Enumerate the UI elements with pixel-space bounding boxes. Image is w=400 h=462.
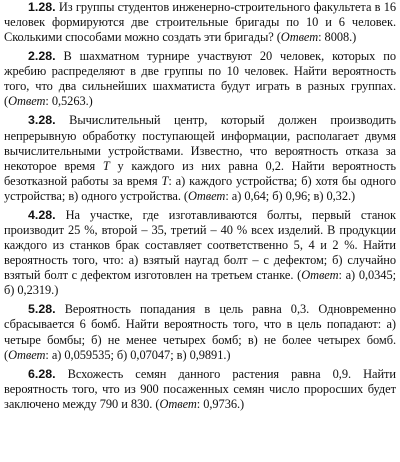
answer-value: : а) 0,059535; б) 0,07047; в) 0,9891.)	[45, 347, 231, 362]
problem-text-part-b: у каждого из них равна 0,2. Найти вероятность безотказной работы за время	[4, 158, 396, 188]
problem-1-28	[4, 0, 396, 45]
problem-3-28	[4, 113, 396, 204]
problem-text: В шахматном турнире участвуют 20 человек, которых по жребию распределяют в две группы по 10 человек. Найти вероятность того, что два сильнейших шахматиста будут играть в разных группах. (	[4, 49, 396, 109]
problem-number: 4.28.	[28, 207, 56, 222]
problem-5-28	[4, 302, 396, 362]
answer-label: Ответ	[8, 347, 46, 362]
problem-4-28	[4, 208, 396, 299]
variable-t: T	[102, 158, 110, 173]
answer-value: : а) 0,0345; б) 0,2319.)	[4, 268, 396, 298]
problem-number: 1.28.	[28, 0, 56, 14]
problem-number: 2.28.	[28, 49, 56, 64]
answer-value: : а) 0,64; б) 0,96; в) 0,32.)	[225, 188, 356, 203]
problem-2-28	[4, 49, 396, 109]
answer-label: Ответ	[280, 30, 319, 45]
problem-number: 5.28.	[28, 302, 56, 317]
problem-number: 6.28.	[28, 366, 56, 381]
answer-label: Ответ	[301, 268, 339, 283]
answer-label: Ответ	[8, 94, 46, 109]
problem-text-part-a: Вычислительный центр, который должен производить непрерывную обработку поступающей информации, располагает двумя вычислительными устройствами. Известно, что вероятность отказа за некоторое время	[4, 113, 396, 173]
problem-text: Вероятность попадания в цель равна 0,3. Одновременно сбрасывается 6 бомб. Найти вероятность того, что в цель попадают: а) четыре бомбы; б) не менее четырех бомб; в) не более четырех бомб. (	[4, 302, 396, 362]
variable-t: T	[161, 173, 169, 188]
answer-label: Ответ	[159, 396, 197, 411]
answer-value: : 0,9736.)	[196, 396, 245, 411]
problem-text: Всхожесть семян данного растения равна 0,9. Найти вероятность того, что из 900 посаженных семян число проросших будет заключено между 790 и 830. (	[4, 366, 396, 411]
answer-value: : 0,5263.)	[45, 94, 93, 109]
problem-text: На участке, где изготавливаются болты, первый станок производит 25 %, второй – 35, третий – 40 % всех изделий. В продукции каждого из станков брак составляет соответственно 5, 4 и 2 %. Найти вероятность того, что: а) взятый наугад болт – с дефектом; б) случайно взятый болт с дефектом изготовлен на третьем станке. (	[4, 207, 396, 283]
answer-value: : 8008.)	[318, 30, 357, 45]
problem-6-28	[4, 367, 396, 412]
problem-text: Из группы студентов инженерно-строительного факультета в 16 человек формируются две строительные бригады по 10 и 6 человек. Сколькими способами можно создать эти бригады? (	[4, 0, 396, 45]
answer-label: Ответ	[188, 188, 226, 203]
problem-number: 3.28.	[28, 113, 56, 128]
problem-text-part-c: : а) каждого устройства; б) хотя бы одного устройства; в) одного устройства. (	[4, 173, 396, 203]
